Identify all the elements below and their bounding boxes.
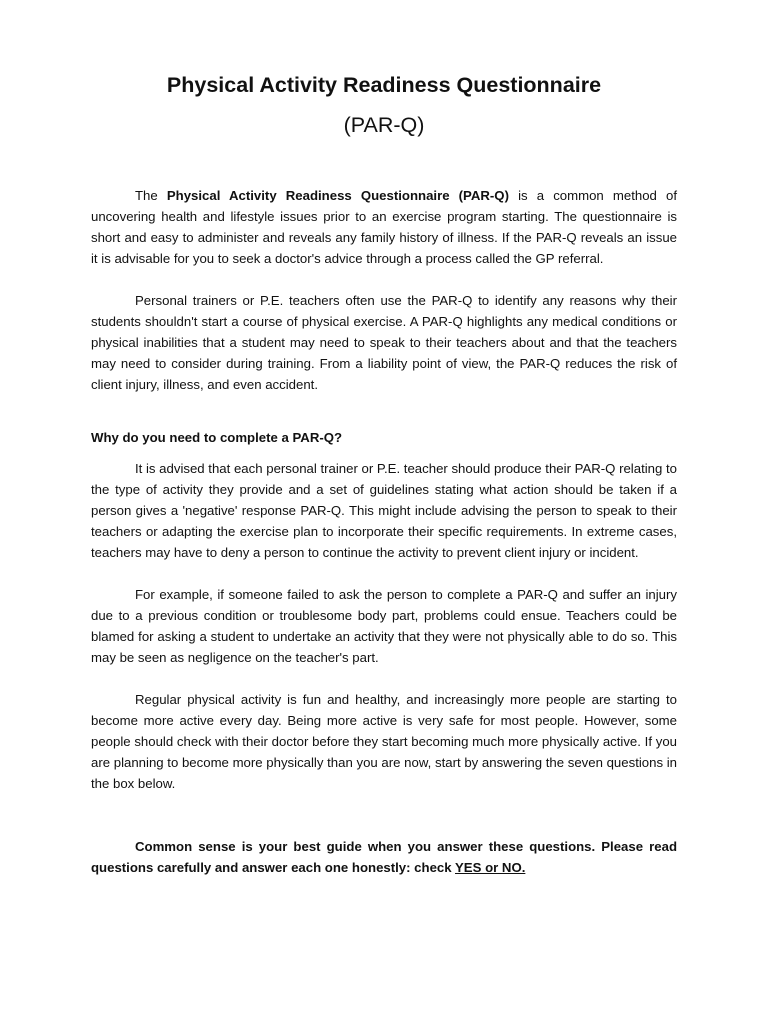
intro-bold-term: Physical Activity Readiness Questionnaire (PAR-Q) — [166, 188, 509, 203]
paragraph-regular-activity: Regular physical activity is fun and healthy, and increasingly more people are starting to become more active every day. Being more active is very safe for most people. However, some people should check with their doctor before they start becoming much more physically active. If you are planning to become more physically than you are now, start by answering the seven questions in the box below. — [91, 692, 677, 791]
intro-prefix: The — [135, 188, 167, 203]
section-heading: Why do you need to complete a PAR-Q? — [91, 430, 343, 445]
document-title: Physical Activity Readiness Questionnaire — [166, 73, 602, 97]
paragraph-example: For example, if someone failed to ask the person to complete a PAR-Q and suffer an injury due to a previous condition or troublesome body part, problems could ensue. Teachers could be blamed for asking a student to undertake an activity that they were not physically able to do so. This may be seen as negligence on the teacher's part. — [91, 587, 677, 665]
intro-paragraph — [91, 185, 677, 269]
document-subtitle: (PAR-Q) — [343, 113, 425, 137]
intro-rest: is a common method of uncovering health and lifestyle issues prior to an exercise program starting. The questionnaire is short and easy to administer and reveals any family history of illness. If the PAR-Q reveals an issue it is advisable for you to seek a doctor's advice through a process called the GP referral. — [91, 188, 678, 266]
instruction-text: Common sense is your best guide when you answer these questions. Please read questions carefully and answer each one honestly: check — [91, 839, 677, 875]
instruction-yes-no: YES or NO. — [455, 860, 526, 875]
paragraph-personal-trainers: Personal trainers or P.E. teachers often use the PAR-Q to identify any reasons why their students shouldn't start a course of physical exercise. A PAR-Q highlights any medical conditions or physical inabilities that a student may need to speak to their teachers about and that the teachers may need to consider during training. From a liability point of view, the PAR-Q reduces the risk of client injury, illness, and even accident. — [91, 293, 677, 392]
instruction-paragraph — [91, 836, 677, 878]
paragraph-advice: It is advised that each personal trainer or P.E. teacher should produce their PAR-Q relating to the type of activity they provide and a set of guidelines stating what action should be taken if a person gives a 'negative' response PAR-Q. This might include advising the person to speak to their teachers or adapting the exercise plan to incorporate their specific requirements. In extreme cases, teachers may have to deny a person to continue the activity to prevent client injury or incident. — [91, 461, 677, 560]
